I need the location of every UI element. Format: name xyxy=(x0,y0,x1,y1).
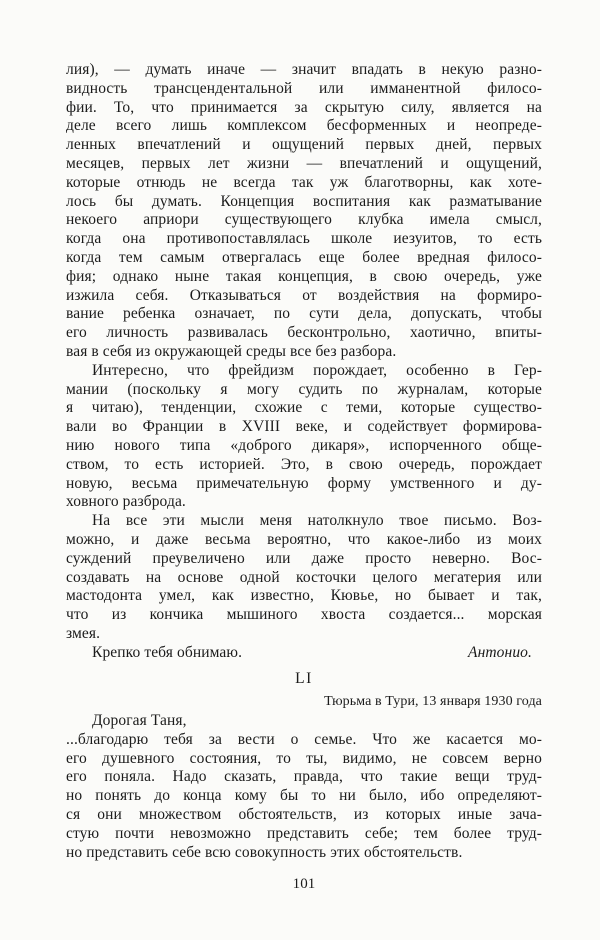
text-line: когда она противопоставлялась школе иезуитов, то есть xyxy=(66,230,542,248)
section-heading: LI xyxy=(295,669,313,687)
text-line: ся они множеством обстоятельств, из которых иные зача- xyxy=(66,806,542,824)
text-line: его поняла. Надо сказать, правда, что такие вещи труд- xyxy=(66,768,542,786)
text-line: изжила себя. Отказываться от воздействия на формиро- xyxy=(66,286,542,304)
text-line: что из кончика мышиного хвоста создается... морская xyxy=(66,606,542,624)
text-line: его личность развивалась бесконтрольно, хаотично, впиты- xyxy=(66,324,542,342)
text-line: фии. То, что принимается за скрытую силу, является на xyxy=(66,98,542,116)
text-line: лось бы думать. Концепция воспитания как разматывание xyxy=(66,192,542,210)
text-line: видность трансцендентальной или имманентной филосо- xyxy=(66,79,542,97)
text-line: фия; однако ныне такая концепция, в свою очередь, уже xyxy=(66,267,542,285)
text-line: ховного разброда. xyxy=(66,493,186,511)
text-line: мании (поскольку я могу судить по журналам, которые xyxy=(66,380,542,398)
dateline: Тюрьма в Тури, 13 января 1930 года xyxy=(324,694,542,710)
signature-closing: Крепко тебя обнимаю. xyxy=(92,643,243,661)
text-line: но понять до конца кому бы то ни было, ибо определяют- xyxy=(66,787,542,805)
text-line: Интересно, что фрейдизм порождает, особенно в Гер- xyxy=(92,361,542,379)
text-line: можно, и даже весьма вероятно, что какое-либо из моих xyxy=(66,530,542,548)
paragraph xyxy=(66,512,542,644)
text-line: стую почти невозможно представить себе; тем более труд- xyxy=(66,824,542,842)
text-line: суждений преувеличено или даже просто неверно. Вос- xyxy=(66,549,542,567)
text-line: вали во Франции в XVIII веке, и содействует формирова- xyxy=(66,418,542,436)
text-line: месяцев, первых лет жизни — впечатлений и ощущений, xyxy=(66,154,542,172)
signature-name: Антонио. xyxy=(468,643,532,661)
text-line: некоего априори существующего клубка имела смысл, xyxy=(66,211,542,229)
text-line: но представить себе всю совокупность этих обстоятельств. xyxy=(66,843,463,861)
text-line: деле всего лишь комплексом бесформенных и неопреде- xyxy=(66,117,542,135)
text-line: ством, то есть историей. Это, в свою очередь, порождает xyxy=(66,455,542,473)
text-line: змея. xyxy=(66,624,101,642)
text-line: ...благодарю тебя за вести о семье. Что же касается мо- xyxy=(66,730,542,748)
text-line: создавать на основе одной косточки целого мегатерия или xyxy=(66,568,542,586)
text-line: лия), — думать иначе — значит впадать в некую разно- xyxy=(66,61,542,78)
signature-row xyxy=(66,644,542,663)
text-line: На все эти мысли меня натолкнуло твое письмо. Воз- xyxy=(92,512,542,530)
text-line: которые отнюдь не всегда так уж благотворны, как хоте- xyxy=(66,173,542,191)
paragraph xyxy=(66,731,542,863)
text-line: его душевного состояния, то ты, видимо, не совсем верно xyxy=(66,749,542,767)
paragraph xyxy=(66,61,542,362)
text-line: вая в себя из окружающей среды все без разбора. xyxy=(66,342,397,360)
text-line: нию нового типа «доброго дикаря», испорченного обще- xyxy=(66,436,542,454)
text-line: я читаю), тенденции, схожие с теми, которые существо- xyxy=(66,399,542,417)
text-line: вание ребенка означает, по сути дела, допускать, чтобы xyxy=(66,305,542,323)
text-line: ленных впечатлений и ощущений первых дней, первых xyxy=(66,136,542,154)
text-line: мастодонта умел, как известно, Кювье, но бывает и так, xyxy=(66,587,542,605)
text-line: новую, весьма примечательную форму умственного и ду- xyxy=(66,474,542,492)
paragraph xyxy=(66,362,542,512)
salutation: Дорогая Таня, xyxy=(92,712,187,730)
text-block xyxy=(66,61,542,862)
text-line: когда тем самым отвергалась еще более вредная филосо- xyxy=(66,248,542,266)
page-number: 101 xyxy=(292,876,316,893)
